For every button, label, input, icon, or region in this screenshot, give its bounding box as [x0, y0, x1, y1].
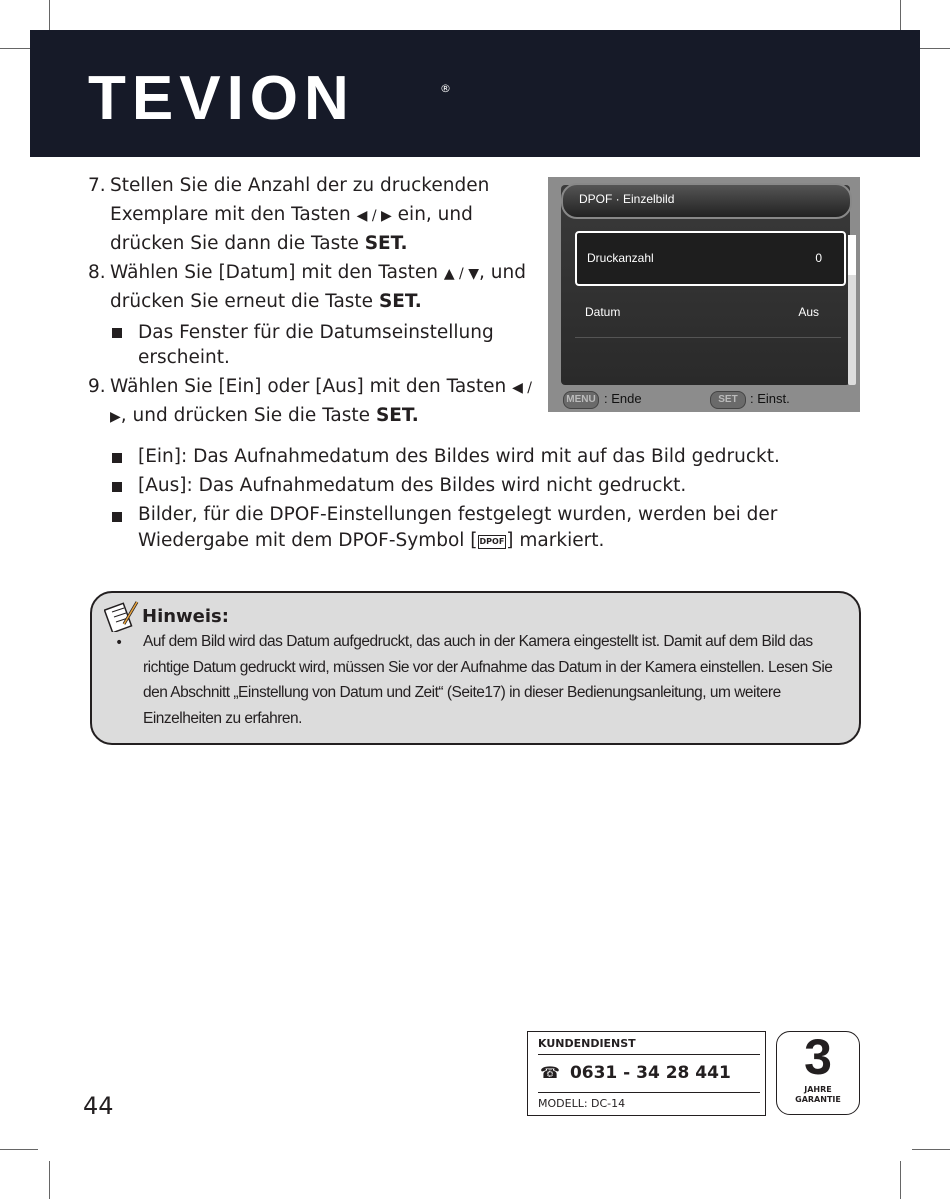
set-key-label: : Einst.: [750, 391, 790, 406]
step-text: , und drücken Sie erneut die Taste: [110, 261, 526, 312]
bullet-text: [Ein]: Das Aufnahmedatum des Bildes wird mit auf das Bild gedruckt.: [138, 446, 780, 467]
row-label: Datum: [585, 305, 621, 319]
screen-title: DPOF · Einzelbild: [579, 192, 675, 206]
instruction-steps: [88, 172, 538, 432]
page-number: 44: [83, 1092, 114, 1120]
screen-title-bar: [561, 183, 852, 219]
step-text: , und drücken Sie die Taste: [120, 405, 376, 426]
screen-scrollbar: [848, 235, 856, 385]
menu-row-druckanzahl: [575, 231, 846, 286]
dpof-symbol-icon: DPOF: [478, 535, 507, 549]
scroll-thumb: [848, 235, 856, 275]
notepad-pencil-icon: [104, 598, 140, 632]
warranty-line2: GARANTIE: [795, 1095, 841, 1104]
up-down-arrows-icon: ▲ / ▼: [443, 265, 479, 282]
menu-key-label: : Ende: [604, 391, 642, 406]
row-label: Druckanzahl: [587, 251, 654, 265]
crop-mark: [912, 1149, 950, 1150]
service-phone: [540, 1063, 731, 1083]
bullet-text: Bilder, für die DPOF-Einstellungen festgelegt wurden, werden bei der Wiedergabe mit dem DPOF-Symbol [: [138, 504, 778, 551]
note-title: Hinweis:: [142, 606, 229, 627]
bullet-square-icon: [112, 512, 122, 522]
bullet-item: [88, 502, 868, 554]
step-number: 7.: [88, 175, 106, 196]
step-9: [88, 373, 538, 432]
row-value: 0: [815, 251, 822, 265]
brand-logo: TEVION: [88, 64, 355, 133]
bullet-text: Das Fenster für die Datumseinstellung erscheint.: [138, 321, 494, 368]
model-label: MODELL: DC-14: [538, 1097, 626, 1110]
left-right-arrows-icon: ◀ / ▶: [356, 207, 392, 224]
step-number: 9.: [88, 375, 106, 397]
step-8: [88, 259, 538, 317]
result-bullets: [88, 443, 868, 554]
step-number: 8.: [88, 261, 106, 283]
camera-screen: [548, 177, 860, 412]
step-text: ein, und drücken Sie dann die Taste: [110, 203, 473, 254]
service-title: KUNDENDIENST: [538, 1037, 636, 1050]
warranty-line1: JAHRE: [804, 1085, 832, 1094]
registered-mark: ®: [440, 82, 451, 95]
step-7: [88, 172, 538, 259]
bullet-square-icon: [112, 328, 122, 338]
bullet-text: ] markiert.: [506, 530, 605, 551]
note-bullet: •: [115, 635, 124, 651]
crop-mark: [900, 1161, 901, 1199]
step-text: Wählen Sie [Datum] mit den Tasten: [110, 261, 444, 283]
step-text: Wählen Sie [Ein] oder [Aus] mit den Tasten: [110, 375, 513, 397]
service-box: [527, 1031, 766, 1116]
set-key-label: SET.: [378, 291, 422, 312]
left-right-arrows-icon: ◀ / ▶: [110, 379, 532, 425]
menu-key-icon: MENU: [563, 391, 599, 409]
warranty-badge: [776, 1031, 860, 1115]
row-value: Aus: [798, 305, 819, 319]
warranty-years: 3: [804, 1029, 832, 1085]
divider: [538, 1092, 760, 1093]
screen-footer: [548, 387, 860, 411]
step-text: Stellen Sie die Anzahl der zu druckenden Exemplare mit den Tasten: [110, 175, 490, 225]
telephone-icon: ☎: [540, 1063, 560, 1082]
step-8-bullet: [88, 320, 538, 370]
set-key-icon: SET: [710, 391, 746, 409]
bullet-square-icon: [112, 482, 122, 492]
menu-row-datum: [575, 287, 841, 338]
phone-number: 0631 - 34 28 441: [569, 1063, 731, 1083]
crop-mark: [0, 1149, 38, 1150]
set-key-label: SET.: [375, 405, 419, 426]
bullet-square-icon: [112, 453, 122, 463]
note-text: Auf dem Bild wird das Datum aufgedruckt, das auch in der Kamera eingestellt ist. Damit auf dem Bild das richtige Datum gedruckt wird, müssen Sie vor der Aufnahme das Datum in der Kamera einstellen. Lesen Sie den Abschnitt „Einstellung von Datum und Zeit“ (Seite17) in dieser Bedienungsanleitung, um weitere Einzelheiten zu erfahren.: [143, 633, 833, 727]
crop-mark: [49, 1161, 50, 1199]
note-box: [90, 591, 861, 745]
divider: [538, 1054, 760, 1055]
set-key-label: SET.: [364, 233, 408, 254]
bullet-text: [Aus]: Das Aufnahmedatum des Bildes wird nicht gedruckt.: [138, 474, 687, 496]
bullet-item: [88, 472, 868, 501]
bullet-item: [88, 443, 868, 472]
